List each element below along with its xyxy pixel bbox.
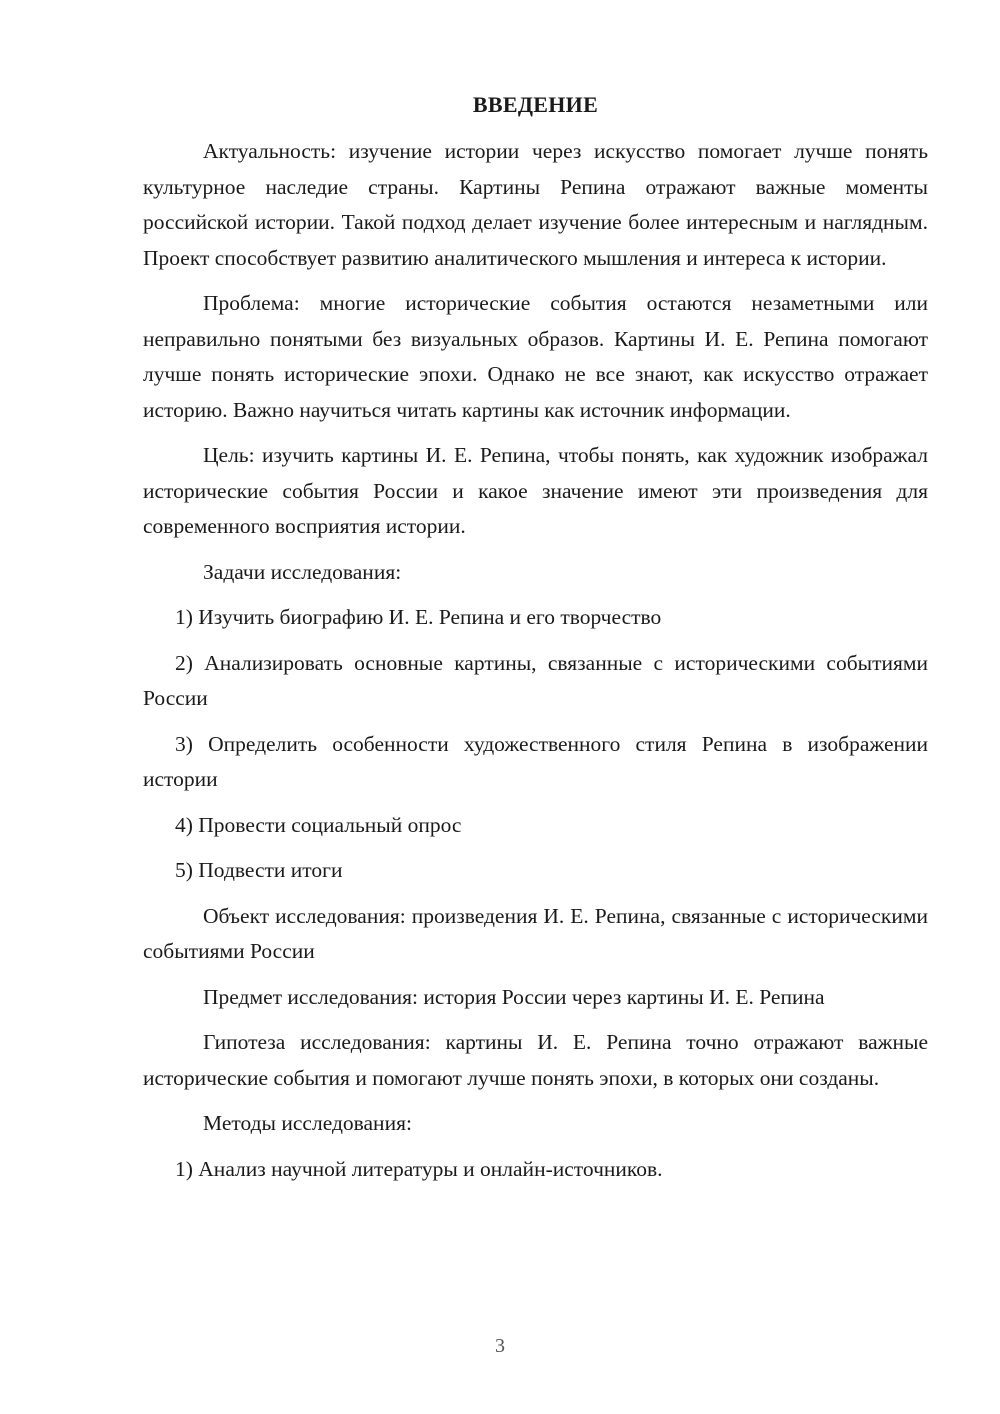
page-number: 3 — [495, 1335, 505, 1357]
task-item-5: 5) Подвести итоги — [175, 858, 343, 882]
relevance-paragraph: Актуальность: изучение истории через искусство помогает лучше понять культурное наследие страны. Картины Репина отражают важные моменты российской истории. Такой подход делает изучение более интересным и наглядным. Проект способствует развитию аналитического мышления и интереса к истории. — [143, 139, 928, 270]
hypothesis-paragraph: Гипотеза исследования: картины И. Е. Репина точно отражают важные исторические события и помогают лучше понять эпохи, в которых они созданы. — [143, 1030, 928, 1090]
task-item-3: 3) Определить особенности художественного стиля Репина в изображении истории — [143, 731, 928, 791]
tasks-title: Задачи исследования: — [203, 559, 402, 584]
task-item-1: 1) Изучить биографию И. Е. Репина и его творчество — [175, 605, 662, 629]
goal-paragraph: Цель: изучить картины И. Е. Репина, чтобы понять, как художник изображал исторические события России и какое значение имеют эти произведения для современного восприятия истории. — [143, 443, 928, 538]
subject-paragraph: Предмет исследования: история России через картины И. Е. Репина — [203, 984, 825, 1009]
document-page — [143, 92, 928, 1197]
methods-title: Методы исследования: — [203, 1111, 412, 1135]
section-heading: ВВЕДЕНИЕ — [472, 92, 599, 117]
method-item-1: 1) Анализ научной литературы и онлайн-источников. — [175, 1156, 663, 1181]
task-item-4: 4) Провести социальный опрос — [175, 812, 462, 837]
task-item-2: 2) Анализировать основные картины, связанные с историческими событиями России — [143, 650, 928, 710]
object-paragraph: Объект исследования: произведения И. Е. Репина, связанные с историческими событиями России — [143, 903, 928, 963]
problem-paragraph: Проблема: многие исторические события остаются незаметными или неправильно понятыми без визуальных образов. Картины И. Е. Репина помогают лучше понять исторические эпохи. Однако не все знают, как искусство отражает историю. Важно научиться читать картины как источник информации. — [143, 291, 928, 422]
